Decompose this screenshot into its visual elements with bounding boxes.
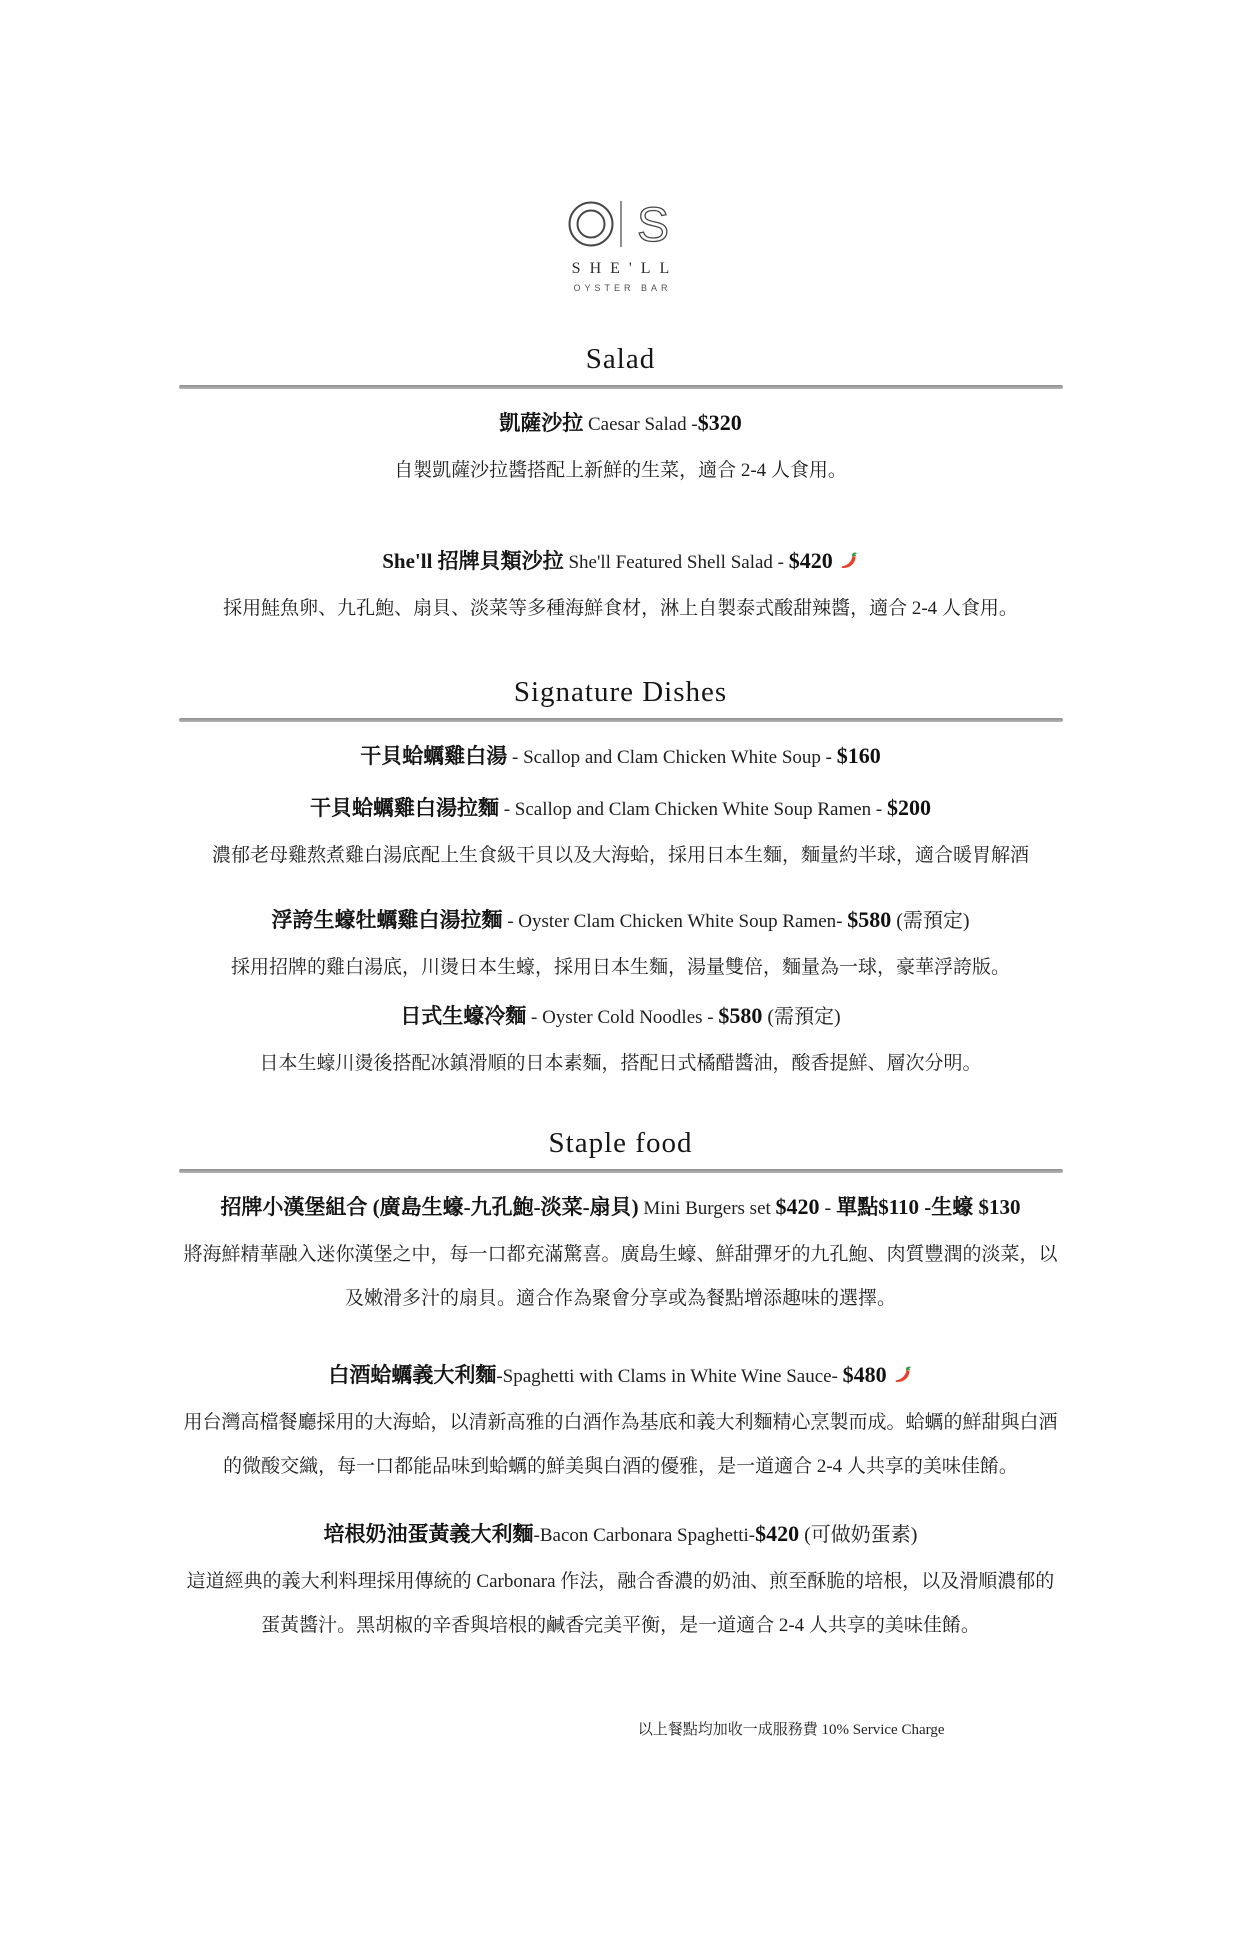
section-divider xyxy=(179,385,1063,389)
chili-icon xyxy=(839,549,859,571)
item-price: $160 xyxy=(836,743,881,769)
item-price: $480 xyxy=(842,1361,887,1387)
section-title: Salad xyxy=(585,343,656,375)
item-name-zh: 凱薩沙拉 xyxy=(499,411,584,435)
item-name-en: Mini Burgers set xyxy=(638,1198,776,1220)
menu-item-oyster-clam-ramen xyxy=(179,904,1063,936)
item-name-en: - Oyster Clam Chicken White Soup Ramen- xyxy=(502,911,848,933)
item-name-zh: 培根奶油蛋黃義大利麵 xyxy=(323,1522,534,1547)
item-description: 這道經典的義大利料理採用傳統的 Carbonara 作法，融合香濃的奶油、煎至酥脆的培根，以及滑順濃郁的蛋黃醬汁。黑胡椒的辛香與培根的鹹香完美平衡，是一道適合 2-4 人共享的美味佳餚。 xyxy=(186,1571,1055,1636)
item-note: (需預定) xyxy=(762,1005,841,1028)
item-description: 將海鮮精華融入迷你漢堡之中，每一口都充滿驚喜。廣島生蠔、鮮甜彈牙的九孔鮑、肉質豐潤的淡菜，以及嫩滑多汁的扇貝。適合作為聚會分享或為餐點增添趣味的選擇。 xyxy=(183,1244,1058,1310)
item-price: $320 xyxy=(697,410,742,435)
item-name-zh: 干貝蛤蠣雞白湯拉麵 xyxy=(309,796,499,821)
item-description: 自製凱薩沙拉醬搭配上新鮮的生菜，適合 2-4 人食用。 xyxy=(394,460,847,481)
section-divider xyxy=(179,1169,1063,1173)
menu-item-oyster-cold-noodles xyxy=(179,1000,1063,1032)
item-name-zh: 招牌小漢堡組合 (廣島生蠔-九孔鮑-淡菜-扇貝) xyxy=(220,1195,639,1220)
item-price: $420 xyxy=(775,1194,820,1220)
item-description: 用台灣高檔餐廳採用的大海蛤，以清新高雅的白酒作為基底和義大利麵精心烹製而成。蛤蠣的鮮甜與白酒的微酸交織，每一口都能品味到蛤蠣的鮮美與白酒的優雅，是一道適合 2-4 人共享的美味佳餚。 xyxy=(183,1411,1058,1477)
menu-item-caesar-salad xyxy=(179,407,1063,439)
item-description: 濃郁老母雞熬煮雞白湯底配上生食級干貝以及大海蛤，採用日本生麵，麵量約半球，適合暖胃解酒 xyxy=(211,845,1029,867)
svg-text:S: S xyxy=(636,199,669,250)
item-name-zh: She'll 招牌貝類沙拉 xyxy=(382,548,564,573)
chili-icon xyxy=(893,1363,913,1385)
menu-page xyxy=(179,198,1063,1739)
item-name-en: - Scallop and Clam Chicken White Soup Ramen - xyxy=(498,799,888,821)
item-note: (需預定) xyxy=(891,910,970,933)
menu-item-mini-burgers-set xyxy=(179,1191,1063,1223)
item-price: $420 xyxy=(788,547,833,573)
item-price-extra: 單點$110 -生蠔 $130 xyxy=(836,1195,1021,1220)
item-name-en: -Bacon Carbonara Spaghetti- xyxy=(533,1525,756,1547)
restaurant-name: SHE'LL xyxy=(571,260,679,277)
item-description: 採用鮭魚卵、九孔鮑、扇貝、淡菜等多種海鮮食材，淋上自製泰式酸甜辣醬，適合 2-4 人食用。 xyxy=(223,597,1018,619)
item-price: $420 xyxy=(755,1521,800,1547)
service-charge-note: 以上餐點均加收一成服務費 10% Service Charge xyxy=(637,1721,945,1738)
item-name-en: Caesar Salad - xyxy=(583,414,698,435)
section-staple-food xyxy=(179,1127,1063,1647)
menu-item-chicken-white-soup xyxy=(179,740,1063,772)
item-name-zh: 浮誇生蠔牡蠣雞白湯拉麵 xyxy=(271,908,503,933)
item-name-en: - Oyster Cold Noodles - xyxy=(526,1006,719,1028)
menu-item-white-soup-ramen xyxy=(179,792,1063,824)
item-description: 日本生蠔川燙後搭配冰鎮滑順的日本素麵，搭配日式橘醋醬油，酸香提鮮、層次分明。 xyxy=(259,1052,982,1074)
section-title: Signature Dishes xyxy=(513,676,728,709)
item-description: 採用招牌的雞白湯底，川燙日本生蠔，採用日本生麵，湯量雙倍，麵量為一球，豪華浮誇版。 xyxy=(230,957,1010,979)
item-name-zh: 白酒蛤蠣義大利麵 xyxy=(328,1362,497,1387)
oyster-monogram-icon xyxy=(566,198,676,250)
section-title: Staple food xyxy=(548,1127,693,1160)
item-name-en: -Spaghetti with Clams in White Wine Sauce- xyxy=(496,1365,843,1387)
menu-item-featured-shell-salad xyxy=(179,545,1063,577)
item-separator: - xyxy=(819,1197,837,1220)
item-price: $580 xyxy=(847,907,892,933)
item-name-en: She'll Featured Shell Salad - xyxy=(563,551,789,573)
restaurant-subtitle: OYSTER BAR xyxy=(573,283,672,293)
item-name-zh: 日式生蠔冷麵 xyxy=(400,1003,527,1028)
item-name-en: - Scallop and Clam Chicken White Soup - xyxy=(507,747,837,769)
section-signature-dishes xyxy=(179,676,1063,1085)
section-divider xyxy=(179,718,1063,722)
menu-item-bacon-carbonara xyxy=(179,1518,1063,1550)
menu-item-clam-spaghetti xyxy=(179,1359,1063,1391)
item-price: $580 xyxy=(718,1002,763,1028)
item-name-zh: 干貝蛤蠣雞白湯 xyxy=(360,744,508,769)
item-note: (可做奶蛋素) xyxy=(799,1524,918,1547)
section-salad xyxy=(179,343,1063,630)
item-price: $200 xyxy=(887,795,932,821)
restaurant-logo xyxy=(179,198,1063,293)
